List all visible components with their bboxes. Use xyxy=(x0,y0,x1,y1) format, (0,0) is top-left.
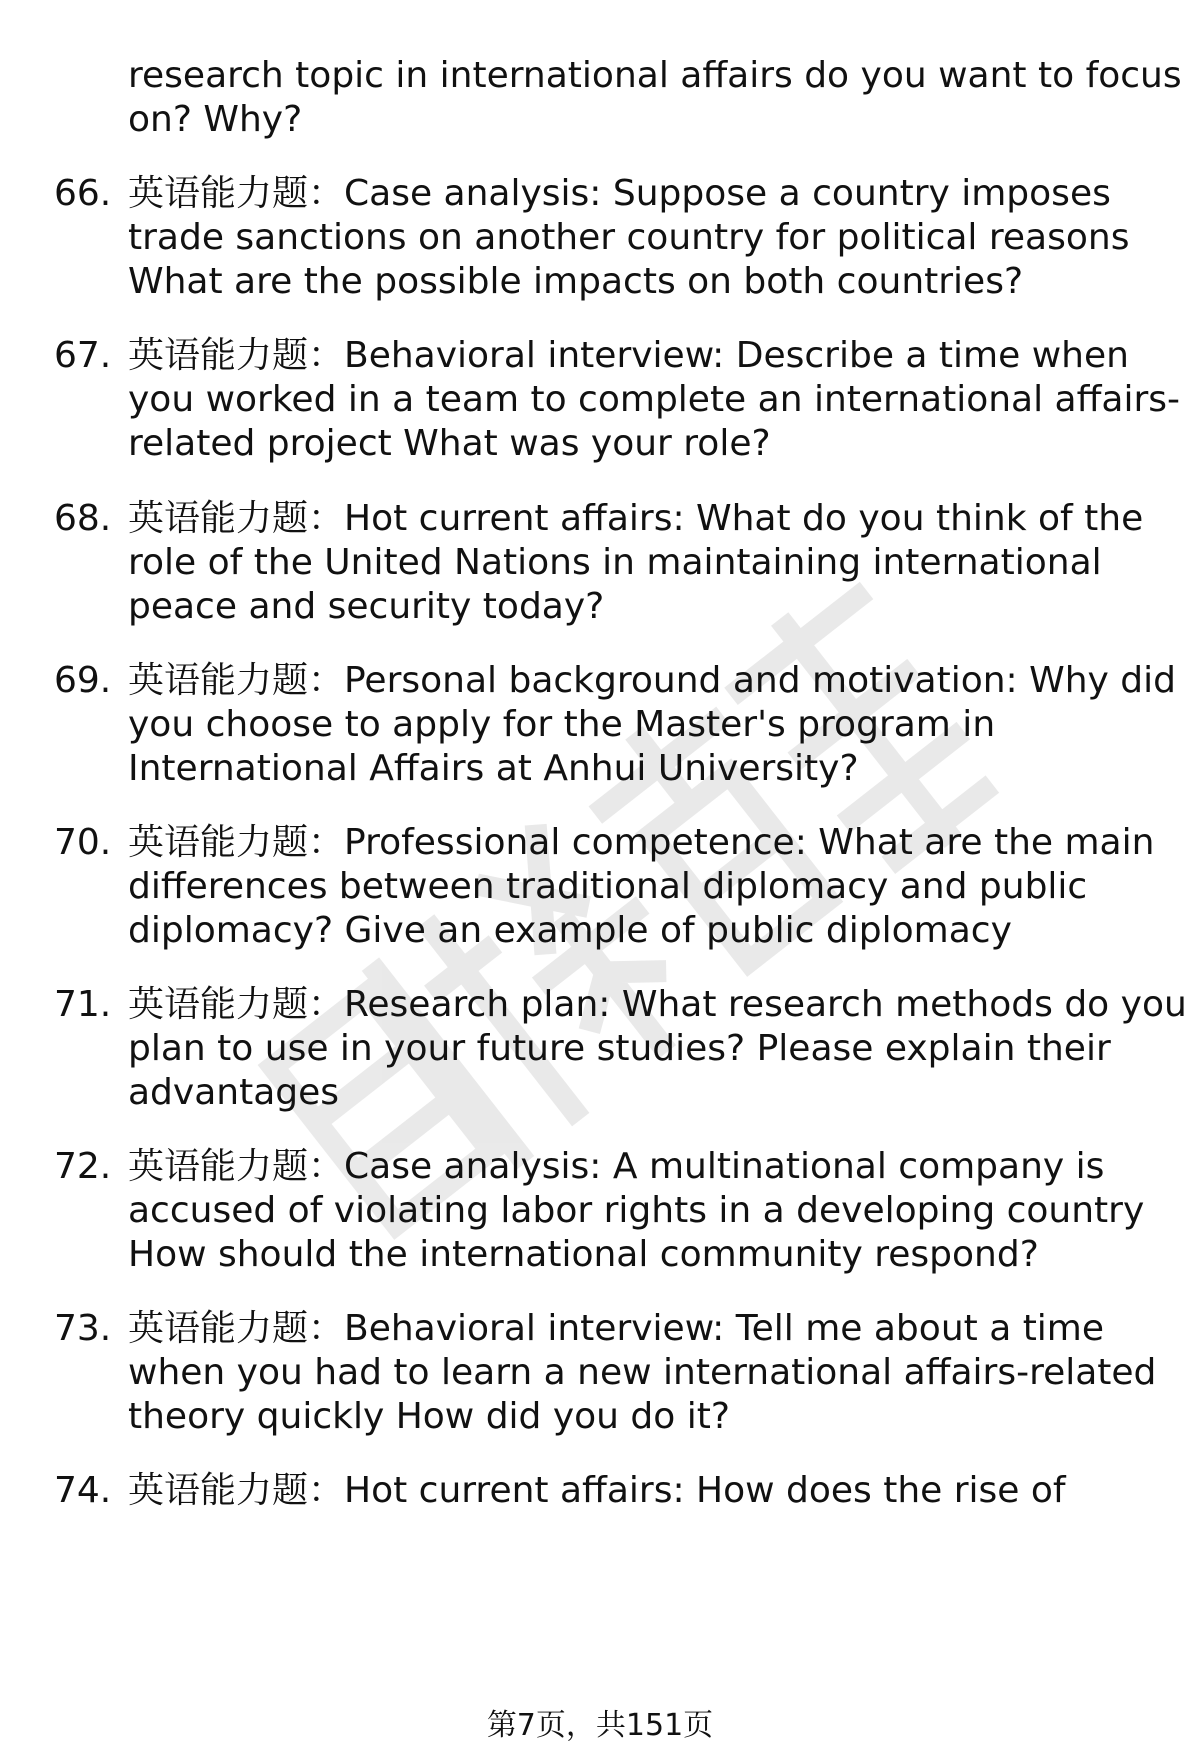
question-67-line-2: you worked in a team to complete an international affairs- xyxy=(128,379,1181,420)
question-69-line-1: 英语能力题：Personal background and motivation: Why did xyxy=(128,660,1176,701)
question-73-line-3: theory quickly How did you do it? xyxy=(128,1396,730,1437)
question-74-line-1: 英语能力题：Hot current affairs: How does the rise of xyxy=(128,1470,1066,1511)
question-68-line-2: role of the United Nations in maintaining international xyxy=(128,542,1102,583)
question-69-line-2: you choose to apply for the Master's program in xyxy=(128,704,996,745)
question-72-line-2: accused of violating labor rights in a developing country xyxy=(128,1190,1145,1231)
question-number-74: 74. xyxy=(54,1470,112,1511)
question-72-line-3: How should the international community respond? xyxy=(128,1234,1039,1275)
question-66-line-3: What are the possible impacts on both countries? xyxy=(128,261,1024,302)
question-67-line-3: related project What was your role? xyxy=(128,423,771,464)
question-number-69: 69. xyxy=(54,660,112,701)
question-71-line-1: 英语能力题：Research plan: What research methods do you xyxy=(128,984,1187,1025)
question-number-73: 73. xyxy=(54,1308,112,1349)
question-71-line-3: advantages xyxy=(128,1072,340,1113)
question-70-line-1: 英语能力题：Professional competence: What are the main xyxy=(128,822,1155,863)
question-69-line-3: International Affairs at Anhui University? xyxy=(128,748,859,789)
question-68-line-1: 英语能力题：Hot current affairs: What do you think of the xyxy=(128,498,1144,539)
question-number-70: 70. xyxy=(54,822,112,863)
page-footer: 第7页，共151页 xyxy=(486,1708,714,1743)
question-66-line-2: trade sanctions on another country for political reasons xyxy=(128,217,1130,258)
continuation-line-2: on? Why? xyxy=(128,99,303,140)
question-number-68: 68. xyxy=(54,498,112,539)
question-66-line-1: 英语能力题：Case analysis: Suppose a country imposes xyxy=(128,173,1111,214)
question-number-66: 66. xyxy=(54,173,112,214)
question-number-71: 71. xyxy=(54,984,112,1025)
question-68-line-3: peace and security today? xyxy=(128,586,605,627)
continuation-line-1: research topic in international affairs do you want to focus xyxy=(128,55,1182,96)
question-number-72: 72. xyxy=(54,1146,112,1187)
question-67-line-1: 英语能力题：Behavioral interview: Describe a time when xyxy=(128,335,1129,376)
question-72-line-1: 英语能力题：Case analysis: A multinational company is xyxy=(128,1146,1105,1187)
question-70-line-2: differences between traditional diplomacy and public xyxy=(128,866,1088,907)
question-73-line-2: when you had to learn a new international affairs-related xyxy=(128,1352,1157,1393)
question-71-line-2: plan to use in your future studies? Please explain their xyxy=(128,1028,1111,1069)
question-number-67: 67. xyxy=(54,335,112,376)
question-73-line-1: 英语能力题：Behavioral interview: Tell me about a time xyxy=(128,1308,1105,1349)
question-70-line-3: diplomacy? Give an example of public diplomacy xyxy=(128,910,1012,951)
